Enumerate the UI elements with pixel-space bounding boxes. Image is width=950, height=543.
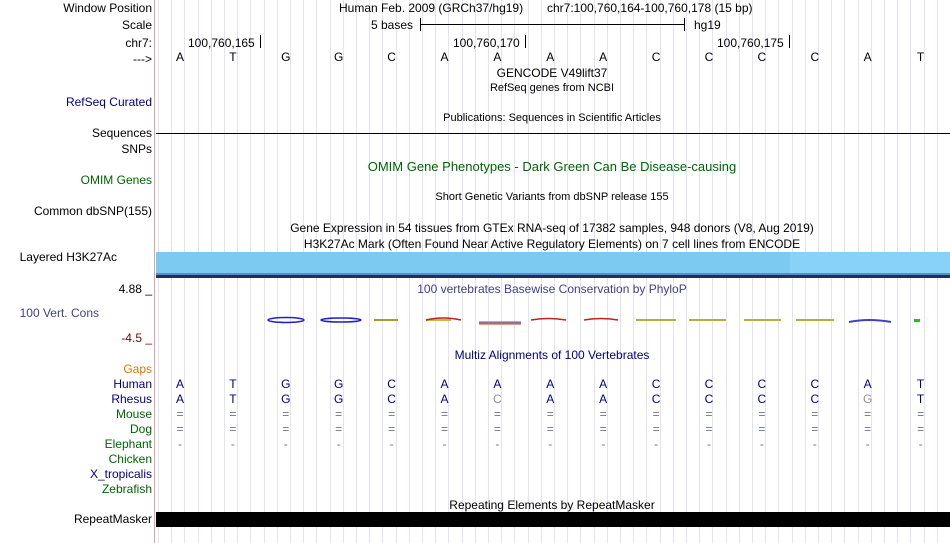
species-label-dog[interactable]: Dog	[129, 422, 152, 436]
alignment-base: =	[652, 407, 660, 421]
repeatmasker-track-title[interactable]: Repeating Elements by RepeatMasker	[449, 498, 655, 512]
alignment-base: =	[864, 422, 872, 436]
alignment-base: =	[758, 422, 766, 436]
alignment-base: A	[175, 392, 184, 406]
dna-base: G	[334, 50, 344, 64]
alignment-base: C	[493, 392, 502, 406]
ruler-tick-1	[260, 35, 261, 48]
alignment-base: C	[810, 392, 820, 406]
alignment-base: C	[387, 392, 396, 406]
alignment-base: C	[704, 377, 714, 391]
scale-text: 5 bases	[371, 18, 414, 32]
species-label-x_tropicalis[interactable]: X_tropicalis	[89, 467, 152, 481]
alignment-base: A	[546, 392, 555, 406]
alignment-base: T	[916, 392, 925, 406]
track-label-layered-h3k27ac[interactable]: Layered H3K27Ac	[19, 250, 117, 264]
dna-base: C	[387, 50, 396, 64]
alignment-base: C	[757, 377, 767, 391]
assembly-name: Human Feb. 2009 (GRCh37/hg19)	[339, 1, 524, 15]
alignment-base: C	[704, 392, 714, 406]
track-label-gaps[interactable]: Gaps	[123, 362, 152, 376]
alignment-base: =	[388, 407, 396, 421]
alignment-base: A	[863, 377, 872, 391]
alignment-base: =	[229, 407, 237, 421]
dna-base: A	[546, 50, 555, 64]
dna-base: A	[493, 50, 502, 64]
alignment-base: -	[283, 437, 288, 451]
phylop-track-title[interactable]: 100 vertebrates Basewise Conservation by PhyloP	[417, 282, 687, 296]
alignment-base: A	[440, 377, 449, 391]
ruler-tick-3	[789, 35, 790, 48]
cons-max-value: 4.88 _	[118, 282, 152, 296]
alignment-base: =	[493, 422, 501, 436]
dna-base: A	[440, 50, 449, 64]
multiz-track-title[interactable]: Multiz Alignments of 100 Vertebrates	[454, 348, 650, 362]
alignment-base: =	[599, 407, 607, 421]
alignment-base: -	[178, 437, 182, 451]
dbsnp-track-title[interactable]: Short Genetic Variants from dbSNP release 155	[435, 191, 669, 203]
alignment-base: =	[917, 422, 925, 436]
alignment-base: =	[705, 422, 713, 436]
dna-base: C	[651, 50, 661, 64]
dna-base: A	[175, 50, 184, 64]
alignment-base: -	[654, 437, 659, 451]
ruler-coord-2: 100,760,170	[453, 36, 520, 50]
alignment-base: =	[176, 407, 184, 421]
alignment-base: -	[865, 437, 870, 451]
label-area-divider	[154, 0, 155, 543]
repeatmasker-block[interactable]	[156, 512, 950, 527]
strand-label: --->	[133, 52, 152, 66]
alignment-base: =	[546, 407, 554, 421]
alignment-base: =	[917, 407, 925, 421]
alignment-base: A	[175, 377, 184, 391]
species-label-zebrafish[interactable]: Zebrafish	[101, 482, 152, 496]
alignment-base: -	[601, 437, 606, 451]
species-label-chicken[interactable]: Chicken	[108, 452, 152, 466]
alignment-base: =	[864, 407, 872, 421]
track-label-sequences[interactable]: Sequences	[91, 126, 152, 140]
alignment-base: =	[229, 422, 237, 436]
alignment-base: -	[442, 437, 447, 451]
alignment-base: -	[812, 437, 817, 451]
dna-base: T	[229, 50, 237, 64]
alignment-base: T	[229, 392, 237, 406]
alignment-base: =	[335, 407, 343, 421]
gencode-track-title[interactable]: GENCODE V49lift37	[496, 66, 608, 80]
alignment-base: =	[546, 422, 554, 436]
dna-base: C	[757, 50, 767, 64]
alignment-base: C	[651, 377, 661, 391]
alignment-base: =	[599, 422, 607, 436]
alignment-base: G	[281, 377, 291, 391]
alignment-base: -	[495, 437, 500, 451]
alignment-base: -	[918, 437, 923, 451]
alignment-base: -	[230, 437, 235, 451]
h3k27ac-track-title[interactable]: H3K27Ac Mark (Often Found Near Active Regulatory Elements) on 7 cell lines from ENCODE	[303, 237, 801, 251]
alignment-base: =	[705, 407, 713, 421]
alignment-base: A	[546, 377, 555, 391]
ruler-coord-3: 100,760,175	[717, 36, 784, 50]
cons-min-value: -4.5 _	[121, 331, 152, 345]
alignment-base: C	[757, 392, 767, 406]
dna-base: A	[863, 50, 872, 64]
alignment-base: =	[176, 422, 184, 436]
alignment-base: C	[810, 377, 820, 391]
alignment-base: A	[599, 377, 608, 391]
window-position-label: Window Position	[63, 1, 152, 15]
ruler-tick-2	[525, 35, 526, 48]
alignment-base: =	[811, 407, 819, 421]
dna-base: C	[810, 50, 820, 64]
refseq-track-subtitle: RefSeq genes from NCBI	[489, 82, 615, 94]
alignment-base: =	[811, 422, 819, 436]
omim-track-title[interactable]: OMIM Gene Phenotypes - Dark Green Can Be Disease-causing	[367, 159, 737, 174]
track-label-repeatmasker[interactable]: RepeatMasker	[73, 512, 152, 526]
alignment-base: =	[440, 407, 448, 421]
gtex-track-title[interactable]: Gene Expression in 54 tissues from GTEx RNA-seq of 17382 samples, 948 donors (V8, Aug 2019)	[290, 221, 814, 235]
alignment-base: T	[916, 377, 925, 391]
alignment-base: C	[387, 377, 396, 391]
alignment-base: T	[229, 377, 237, 391]
alignment-base: -	[548, 437, 553, 451]
species-label-rhesus[interactable]: Rhesus	[111, 392, 152, 406]
track-label-common-dbsnp[interactable]: Common dbSNP(155)	[33, 204, 152, 218]
species-label-human[interactable]: Human	[113, 377, 152, 391]
conservation-wiggle-plot[interactable]	[156, 310, 950, 330]
alignment-base: A	[440, 392, 449, 406]
dna-base: T	[916, 50, 925, 64]
publications-track-title[interactable]: Publications: Sequences in Scientific Articles	[443, 112, 661, 124]
alignment-base: G	[334, 392, 344, 406]
alignment-base: C	[651, 392, 661, 406]
alignment-base: =	[282, 407, 290, 421]
species-label-mouse[interactable]: Mouse	[115, 407, 152, 421]
ruler-coord-1: 100,760,165	[188, 36, 255, 50]
dna-base: C	[704, 50, 714, 64]
sequences-divider-line	[156, 133, 950, 134]
alignment-base: G	[281, 392, 291, 406]
alignment-base: G	[334, 377, 344, 391]
chromosome-label: chr7:	[125, 36, 152, 50]
species-label-elephant[interactable]: Elephant	[104, 437, 152, 451]
alignment-base: =	[282, 422, 290, 436]
alignment-base: =	[440, 422, 448, 436]
position-readout: chr7:100,760,164-100,760,178 (15 bp)	[547, 1, 753, 15]
alignment-base: A	[599, 392, 608, 406]
database-name: hg19	[694, 18, 721, 32]
alignment-base: =	[388, 422, 396, 436]
dna-base: G	[281, 50, 291, 64]
alignment-base: =	[758, 407, 766, 421]
alignment-base: -	[759, 437, 764, 451]
alignment-base: -	[707, 437, 711, 451]
alignment-base: =	[335, 422, 343, 436]
alignment-base: =	[652, 422, 660, 436]
track-label-100-vert-cons[interactable]: 100 Vert. Cons	[19, 306, 99, 320]
dna-base: A	[599, 50, 608, 64]
alignment-base: -	[389, 437, 394, 451]
track-label-omim-genes[interactable]: OMIM Genes	[80, 173, 152, 187]
alignment-base: -	[336, 437, 341, 451]
alignment-base: =	[493, 407, 501, 421]
track-label-snps[interactable]: SNPs	[121, 142, 152, 156]
alignment-base: A	[493, 377, 502, 391]
scale-label: Scale	[121, 18, 152, 32]
track-label-refseq-curated[interactable]: RefSeq Curated	[65, 95, 152, 109]
alignment-base: G	[863, 392, 873, 406]
